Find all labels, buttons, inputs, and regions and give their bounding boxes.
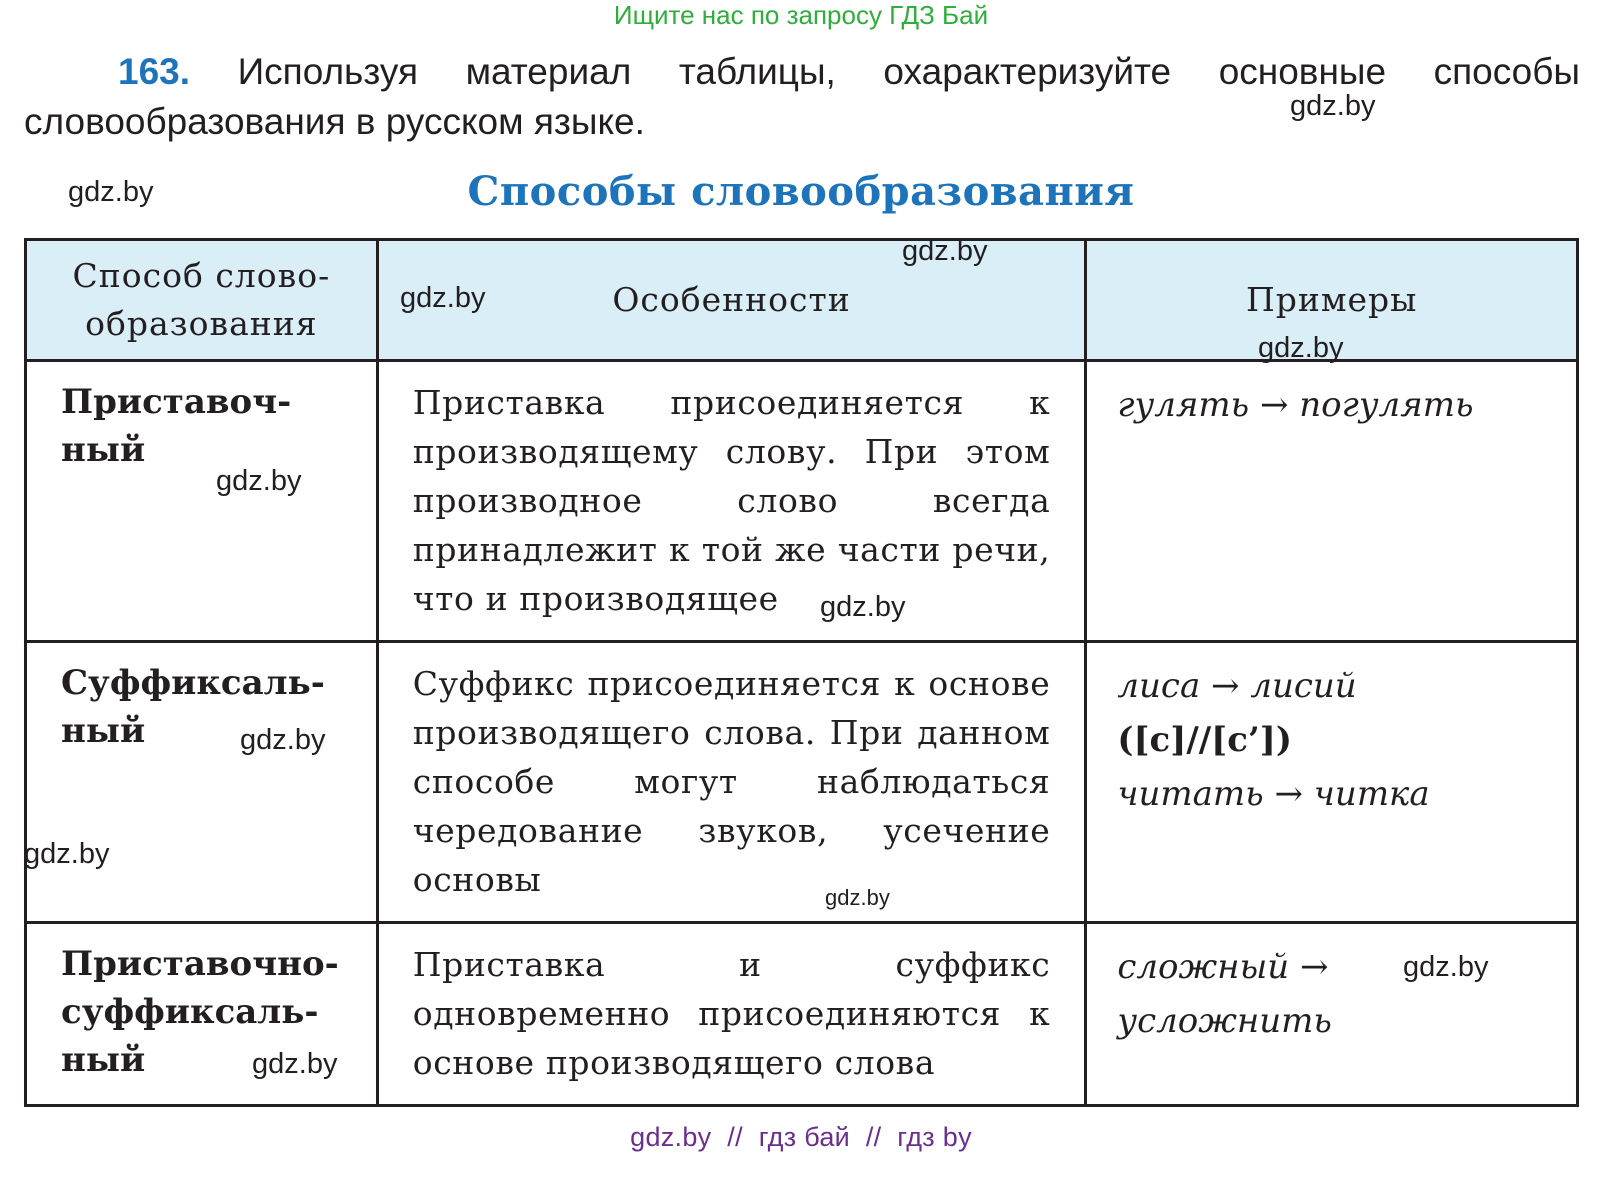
- header-method-line2: образования: [85, 304, 318, 343]
- header-method: [26, 240, 378, 361]
- watermark: gdz.by: [400, 282, 486, 314]
- examples-cell: [1086, 361, 1578, 642]
- watermark: gdz.by: [902, 235, 988, 267]
- word-formation-table: [24, 238, 1579, 1107]
- task-number: 163.: [118, 51, 191, 92]
- example-line: сложный →: [1117, 947, 1329, 987]
- table-title: Способы словообразования: [467, 168, 1135, 215]
- watermark: gdz.by: [68, 176, 154, 208]
- example-line: гулять → погулять: [1117, 385, 1474, 425]
- header-examples: Примеры: [1086, 240, 1578, 361]
- watermark: gdz.by: [252, 1048, 338, 1080]
- method-name-line: ный: [61, 1040, 146, 1080]
- footer-separator: //: [727, 1122, 743, 1152]
- method-cell: [26, 361, 378, 642]
- method-cell: [26, 642, 378, 923]
- method-name-line: суффиксаль-: [61, 992, 319, 1032]
- sound-alternation: ([с]//[с’]): [1117, 720, 1292, 760]
- footer-separator: //: [865, 1122, 882, 1152]
- watermark: gdz.by: [1258, 332, 1344, 364]
- watermark: gdz.by: [820, 591, 906, 623]
- method-name-line: Суффиксаль-: [61, 663, 325, 703]
- example-line: лиса → лисий: [1117, 666, 1357, 706]
- example-line: усложнить: [1117, 1001, 1332, 1041]
- footer-link-gdz-by-mixed[interactable]: гдз by: [897, 1122, 972, 1152]
- table-header-row: [26, 240, 1578, 361]
- examples-cell: [1086, 923, 1578, 1106]
- watermark: gdz.by: [1290, 90, 1376, 122]
- watermark: gdz.by: [825, 885, 890, 910]
- footer-links: [0, 1122, 1602, 1153]
- example-line: читать → читка: [1117, 774, 1430, 814]
- watermark: gdz.by: [1403, 951, 1489, 983]
- method-name-line: ный: [61, 711, 146, 751]
- method-name-line: Приставочно-: [61, 944, 339, 984]
- task-text: Используя материал таблицы, охарактеризуйте основные способы словообразования в русском языке.: [24, 51, 1580, 142]
- features-cell: Суффикс присоединяется к основе производящего слова. При данном способе могут наблюдаться чередование звуков, усечение основы: [377, 642, 1086, 923]
- method-name-line: Приставоч-: [61, 382, 292, 422]
- footer-link-gdz-bai[interactable]: гдз бай: [758, 1122, 851, 1152]
- table-row: [26, 642, 1578, 923]
- site-banner: Ищите нас по запросу ГДЗ Бай: [613, 0, 989, 30]
- footer-link-gdz-by[interactable]: gdz.by: [630, 1122, 712, 1152]
- table-row: [26, 361, 1578, 642]
- header-method-line1: Способ слово-: [72, 256, 331, 295]
- watermark: gdz.by: [24, 838, 110, 870]
- features-cell: Приставка присоединяется к производящему слову. При этом производное слово всегда принадлежит к той же части речи, что и производящее: [377, 361, 1086, 642]
- header-features: Особенности: [377, 240, 1086, 361]
- watermark: gdz.by: [216, 465, 302, 497]
- features-cell: Приставка и суффикс одновременно присоединяются к основе производящего слова: [377, 923, 1086, 1106]
- examples-cell: [1086, 642, 1578, 923]
- method-name-line: ный: [61, 430, 146, 470]
- watermark: gdz.by: [240, 724, 326, 756]
